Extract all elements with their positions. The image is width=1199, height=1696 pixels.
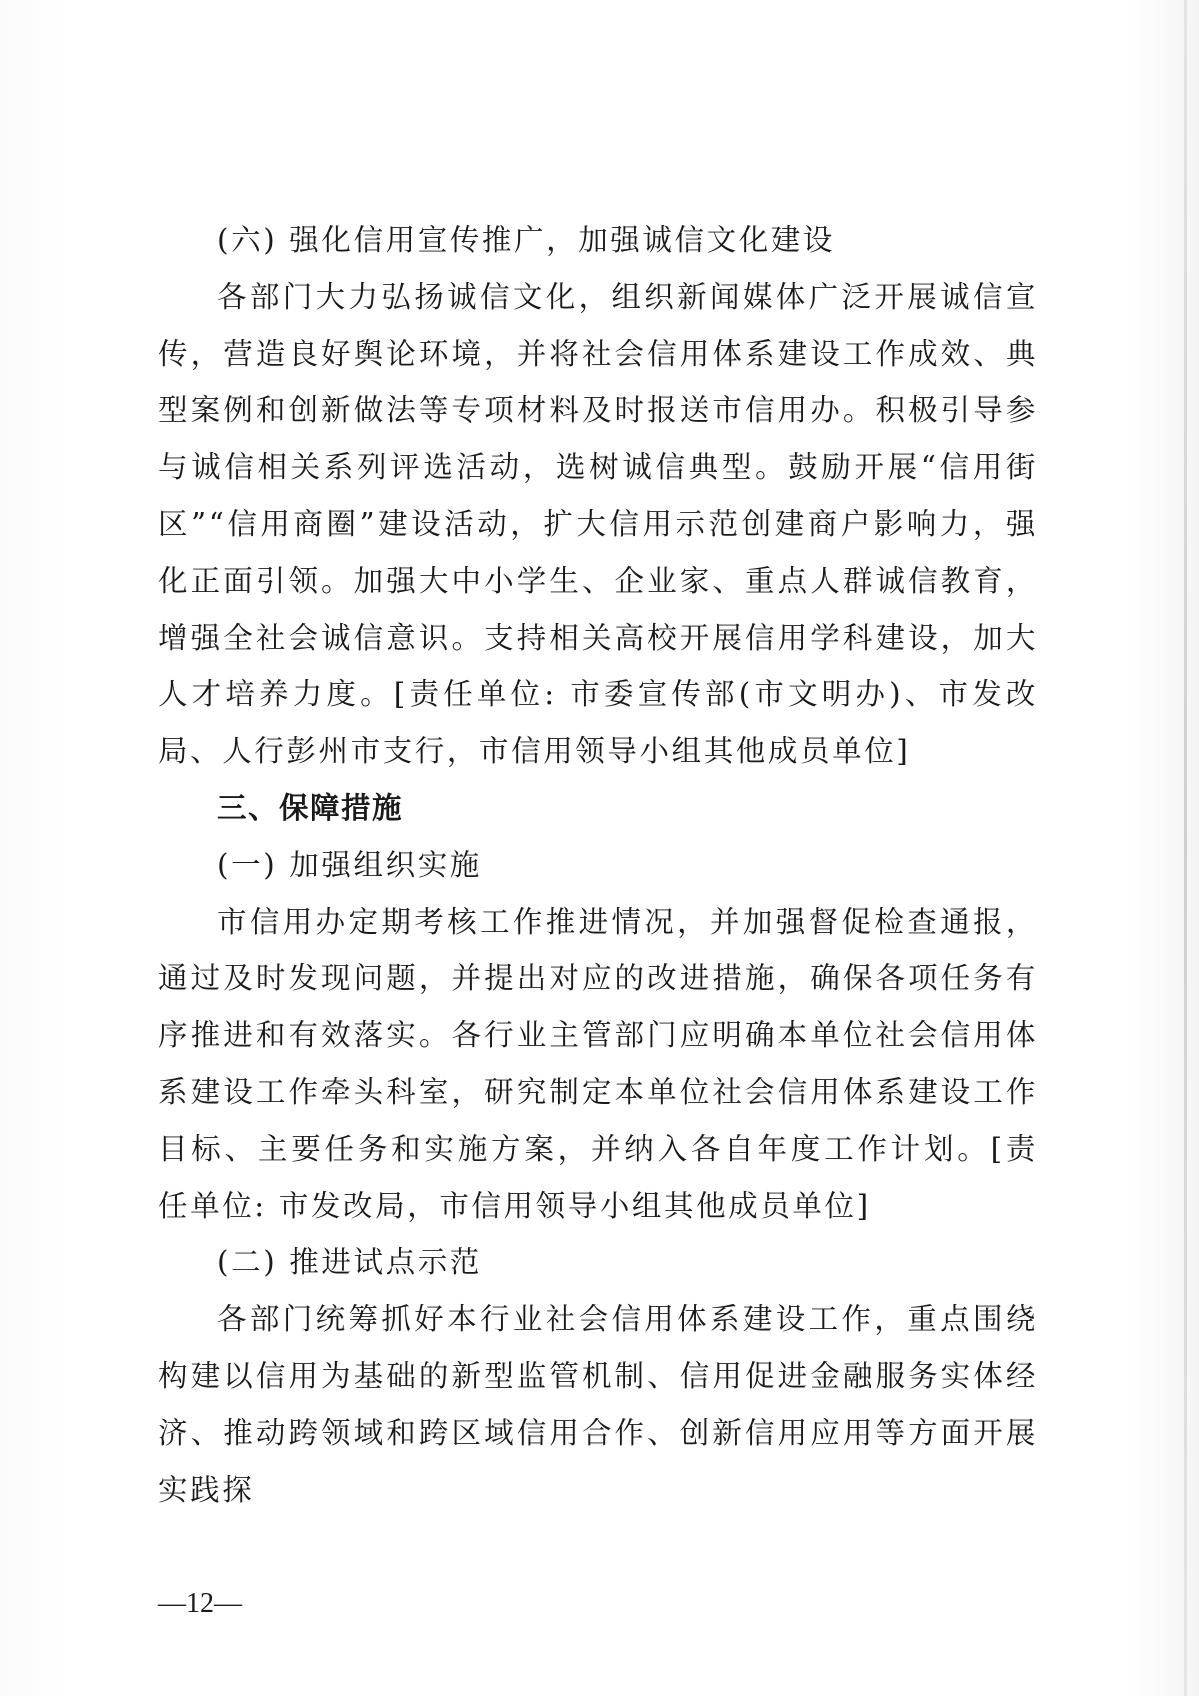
sub-1-heading: (一) 加强组织实施 [217, 847, 482, 882]
section-6-heading: (六) 强化信用宣传推广，加强诚信文化建设 [217, 223, 835, 257]
sub-1-paragraph: 市信用办定期考核工作推进情况，并加强督促检查通报，通过及时发现问题，并提出对应的改进措施，确保各项任务有序推进和有效落实。各行业主管部门应明确本单位社会信用体系建设工作牵头科室，研究制定本单位社会信用体系建设工作目标、主要任务和实施方案，并纳入各自年度工作计划。[责任单位: 市发改局，市信用领导小组其他成员单位] [158, 904, 1038, 1223]
section-6-paragraph: 各部门大力弘扬诚信文化，组织新闻媒体广泛开展诚信宣传，营造良好舆论环境，并将社会信用体系建设工作成效、典型案例和创新做法等专项材料及时报送市信用办。积极引导参与诚信相关系列评选活动，选树诚信典型。鼓励开展“信用街区”“信用商圈”建设活动，扩大信用示范创建商户影响力，强化正面引领。加强大中小学生、企业家、重点人群诚信教育，增强全社会诚信意识。支持相关高校开展信用学科建设，加大人才培养力度。[责任单位: 市委宣传部(市文明办)、市发改局、人行彭州市支行，市信用领导小组其他成员单位] [158, 279, 1038, 769]
sub-2-paragraph: 各部门统筹抓好本行业社会信用体系建设工作，重点围绕构建以信用为基础的新型监管机制、信用促进金融服务实体经济、推动跨领域和跨区域信用合作、创新信用应用等方面开展实践探 [158, 1302, 1038, 1507]
sub-2-heading: (二) 推进试点示范 [217, 1245, 482, 1280]
part-3-heading: 三、保障措施 [217, 790, 404, 825]
document-body [158, 212, 1038, 1518]
page-number: —12— [158, 1588, 242, 1619]
scan-edge-shadow [1184, 0, 1187, 1696]
